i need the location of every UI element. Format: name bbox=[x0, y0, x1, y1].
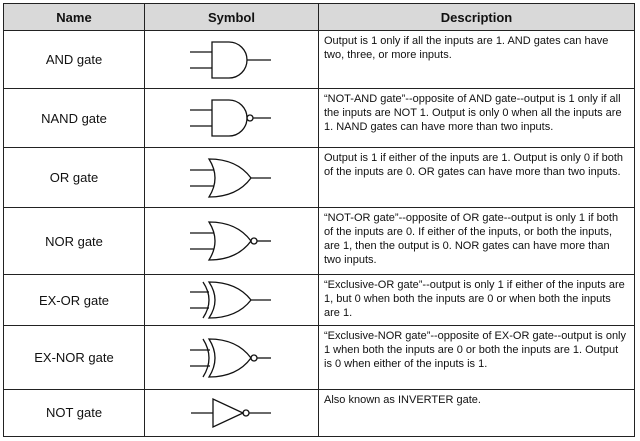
gate-symbol-cell bbox=[145, 147, 319, 207]
or-gate-icon bbox=[187, 155, 277, 201]
table-row bbox=[4, 147, 635, 207]
gate-symbol-cell bbox=[145, 208, 319, 275]
not-gate-icon bbox=[187, 394, 277, 432]
gate-description: “Exclusive-NOR gate”--opposite of EX-OR gate--output is only 1 when both the inputs are 0 or both the inputs are 1. Output is 0 when either of the inputs is 1. bbox=[319, 326, 635, 390]
gate-name: EX-NOR gate bbox=[4, 326, 145, 390]
table-row bbox=[4, 208, 635, 275]
gate-name: AND gate bbox=[4, 31, 145, 89]
gate-description: “NOT-AND gate”--opposite of AND gate--output is 1 only if all the inputs are NOT 1. Output is only 0 when all the inputs are 1. NAND gates can have more than two inputs. bbox=[319, 89, 635, 147]
gate-name: NAND gate bbox=[4, 89, 145, 147]
gate-symbol-cell bbox=[145, 389, 319, 436]
table-row bbox=[4, 275, 635, 326]
nand-gate-icon bbox=[187, 96, 277, 140]
gate-name: NOR gate bbox=[4, 208, 145, 275]
gate-symbol-cell bbox=[145, 326, 319, 390]
table-row bbox=[4, 89, 635, 147]
table-row bbox=[4, 31, 635, 89]
gate-description: “NOT-OR gate”--opposite of OR gate--output is only 1 if both of the inputs are 0. If either of the inputs, or both the inputs, are 1, then the output is 0. NOR gates can have more than two inputs. bbox=[319, 208, 635, 275]
gate-description: Also known as INVERTER gate. bbox=[319, 389, 635, 436]
gate-symbol-cell bbox=[145, 89, 319, 147]
gate-symbol-cell bbox=[145, 31, 319, 89]
header-description: Description bbox=[319, 4, 635, 31]
and-gate-icon bbox=[187, 38, 277, 82]
gate-description: Output is 1 if either of the inputs are 1. Output is only 0 if both of the inputs are 0. OR gates can have more than two inputs. bbox=[319, 147, 635, 207]
gate-name: NOT gate bbox=[4, 389, 145, 436]
gate-description: Output is 1 only if all the inputs are 1. AND gates can have two, three, or more inputs. bbox=[319, 31, 635, 89]
gate-name: EX-OR gate bbox=[4, 275, 145, 326]
table-row bbox=[4, 326, 635, 390]
gate-symbol-cell bbox=[145, 275, 319, 326]
gate-description: “Exclusive-OR gate”--output is only 1 if either of the inputs are 1, but 0 when both the inputs are 0 or when both the inputs are 1. bbox=[319, 275, 635, 326]
header-name: Name bbox=[4, 4, 145, 31]
xnor-gate-icon bbox=[187, 335, 277, 381]
xor-gate-icon bbox=[187, 278, 277, 322]
nor-gate-icon bbox=[187, 218, 277, 264]
header-row bbox=[4, 4, 635, 31]
logic-gates-table bbox=[3, 3, 635, 437]
gate-name: OR gate bbox=[4, 147, 145, 207]
table-row bbox=[4, 389, 635, 436]
header-symbol: Symbol bbox=[145, 4, 319, 31]
